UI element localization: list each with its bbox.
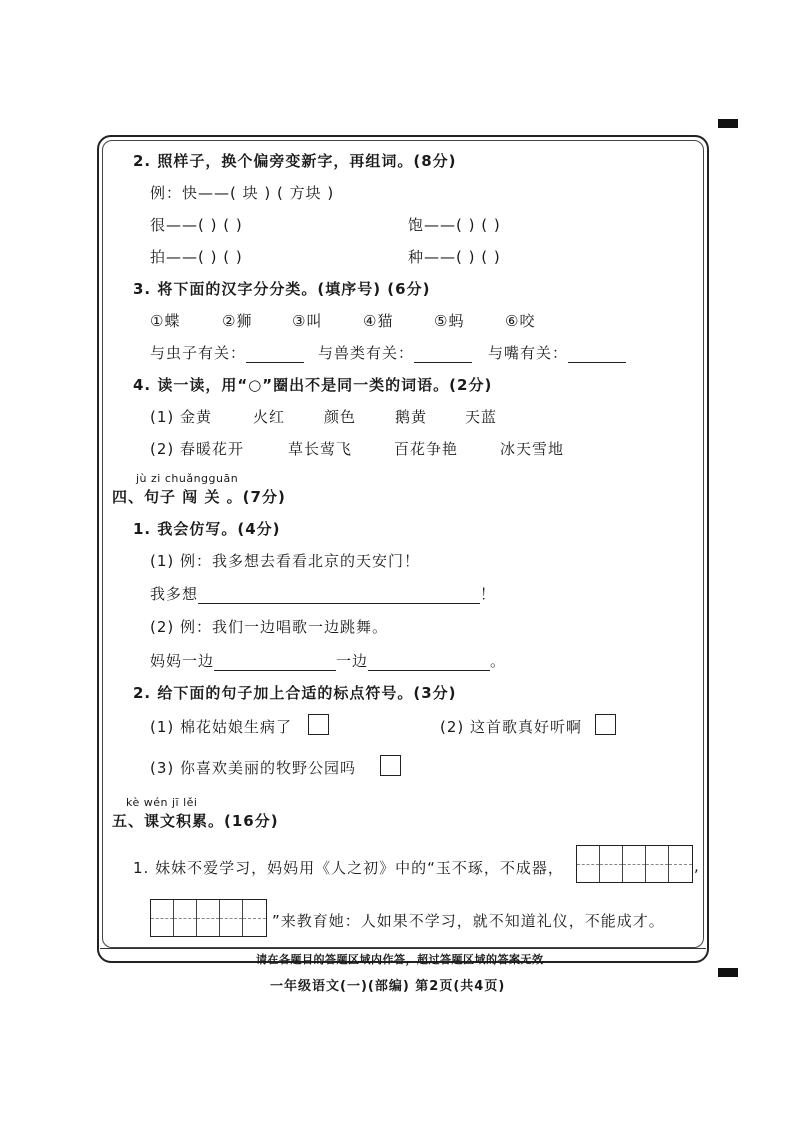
sec4-title: 四、句子 闯 关 。(7分) [112, 488, 286, 506]
sec5-comma: , [694, 857, 700, 875]
q2-row1-left: 很——( ) ( ) [150, 216, 243, 234]
sec4-line2-blank-2[interactable] [368, 654, 490, 671]
grid-cell[interactable] [174, 900, 197, 936]
sec4-sentence-1-punct-box[interactable] [308, 714, 329, 735]
q3-char-1: ①蝶 [150, 312, 181, 330]
sec5-q1-continuation: ”来教育她：人如果不学习，就不知道礼仪，不能成才。 [272, 912, 665, 930]
sec5-pinyin: kè wén jī lěi [126, 796, 198, 809]
grid-cell[interactable] [646, 846, 669, 882]
q3-category-1-label: 与虫子有关： [150, 344, 247, 362]
q4-row1-word-5[interactable]: 天蓝 [465, 408, 498, 426]
grid-cell[interactable] [243, 900, 266, 936]
answer-grid-2[interactable] [150, 899, 267, 937]
q4-row2-word-4[interactable]: 冰天雪地 [500, 440, 565, 458]
registration-mark-bottom [718, 968, 738, 977]
q3-category-1-blank[interactable] [246, 346, 304, 363]
sec4-sentence-1: (1) 棉花姑娘生病了 [150, 718, 293, 736]
sec4-example-2: (2) 例：我们一边唱歌一边跳舞。 [150, 618, 389, 636]
q2-row1-right: 饱——( ) ( ) [408, 216, 501, 234]
q3-category-2 [318, 342, 472, 363]
sec4-q2-title: 2. 给下面的句子加上合适的标点符号。(3分) [133, 684, 457, 702]
q4-row1-word-3[interactable]: 颜色 [324, 408, 357, 426]
q3-category-3-blank[interactable] [568, 346, 626, 363]
q3-category-2-blank[interactable] [414, 346, 472, 363]
sec4-line2-a: 妈妈一边 [150, 652, 215, 670]
q4-row2-word-1[interactable]: (2) 春暖花开 [150, 440, 245, 458]
page-footer: 一年级语文(一)(部编) 第2页(共4页) [270, 979, 506, 994]
q4-row2-word-2[interactable]: 草长莺飞 [288, 440, 353, 458]
sec4-imitate-line-1 [150, 583, 496, 604]
q2-row2-left: 拍——( ) ( ) [150, 248, 243, 266]
sec4-sentence-3: (3) 你喜欢美丽的牧野公园吗 [150, 759, 357, 777]
q4-row2-word-3[interactable]: 百花争艳 [394, 440, 459, 458]
sec4-line2-b: 一边 [336, 652, 369, 670]
q3-category-1 [150, 342, 304, 363]
q3-char-4: ④猫 [363, 312, 394, 330]
grid-cell[interactable] [623, 846, 646, 882]
sec4-line2-end: 。 [490, 652, 507, 670]
q4-row1-word-2[interactable]: 火红 [253, 408, 286, 426]
q2-row2-right: 种——( ) ( ) [408, 248, 501, 266]
q3-title: 3. 将下面的汉字分分类。(填序号) (6分) [133, 280, 431, 298]
grid-cell[interactable] [151, 900, 174, 936]
notice-divider [100, 948, 706, 949]
grid-cell[interactable] [669, 846, 692, 882]
sec4-line1-blank[interactable] [198, 587, 480, 604]
q3-category-3 [488, 342, 626, 363]
q3-char-6: ⑥咬 [505, 312, 536, 330]
sec4-pinyin: jù zi chuǎngguān [136, 472, 239, 485]
q4-row1-word-4[interactable]: 鹅黄 [395, 408, 428, 426]
q4-row1-word-1[interactable]: (1) 金黄 [150, 408, 213, 426]
grid-cell[interactable] [600, 846, 623, 882]
q4-title: 4. 读一读，用“○”圈出不是同一类的词语。(2分) [133, 376, 493, 394]
q3-category-3-label: 与嘴有关： [488, 344, 569, 362]
grid-cell[interactable] [577, 846, 600, 882]
q3-category-2-label: 与兽类有关： [318, 344, 415, 362]
q2-title: 2. 照样子，换个偏旁变新字，再组词。(8分) [133, 152, 457, 170]
registration-mark-top [718, 119, 738, 128]
sec5-q1-text: 1. 妹妹不爱学习，妈妈用《人之初》中的“玉不琢，不成器， [133, 859, 564, 877]
sec4-sentence-3-punct-box[interactable] [380, 755, 401, 776]
q3-char-2: ②狮 [222, 312, 253, 330]
answer-grid-1[interactable] [576, 845, 693, 883]
sec4-sentence-2: (2) 这首歌真好听啊 [440, 718, 583, 736]
q2-example: 例：快——( 块 ) ( 方块 ) [150, 184, 335, 202]
sec4-line1-suffix: ！ [480, 585, 497, 603]
answer-area-notice: 请在各题目的答题区域内作答，超过答题区域的答案无效 [256, 953, 544, 966]
sec4-example-1: (1) 例：我多想去看看北京的天安门！ [150, 552, 421, 570]
sec4-line2-blank-1[interactable] [214, 654, 336, 671]
sec4-imitate-line-2 [150, 650, 506, 671]
sec4-q1-title: 1. 我会仿写。(4分) [133, 520, 281, 538]
q3-char-5: ⑤蚂 [434, 312, 465, 330]
grid-cell[interactable] [220, 900, 243, 936]
sec5-title: 五、课文积累。(16分) [112, 812, 279, 830]
q3-char-3: ③叫 [292, 312, 323, 330]
sec4-sentence-2-punct-box[interactable] [595, 714, 616, 735]
grid-cell[interactable] [197, 900, 220, 936]
sec4-line1-prefix: 我多想 [150, 585, 199, 603]
